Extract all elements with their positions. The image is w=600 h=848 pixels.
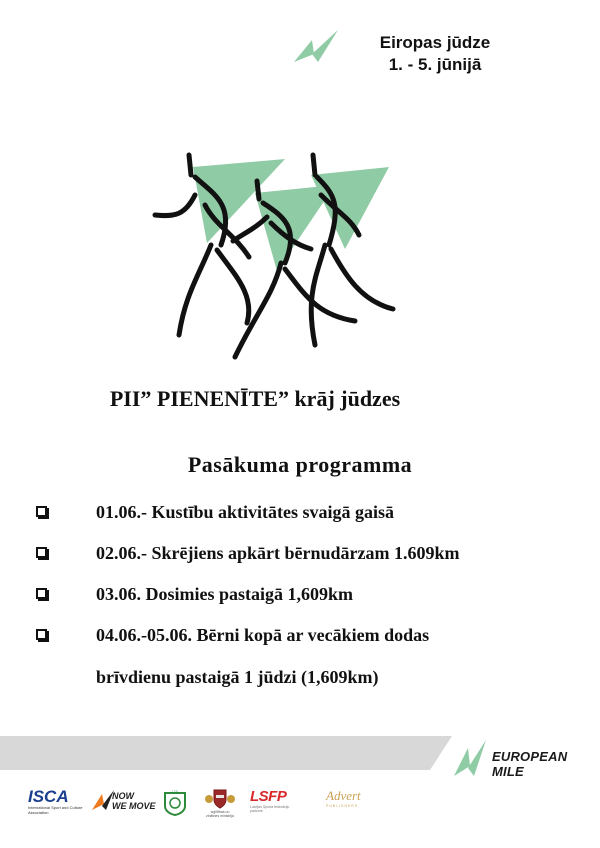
- coat-of-arms-icon: [204, 788, 236, 810]
- program-item-text: 01.06.- Kustību aktivitātes svaigā gaisā: [96, 502, 395, 522]
- isca-logo: ISCA International Sport and Culture Association: [28, 787, 83, 815]
- now-we-move-mark-icon: [92, 790, 114, 812]
- checkbox-icon: [36, 629, 47, 640]
- advert-logo: Advert PUBLISHERS: [326, 788, 361, 808]
- checkbox-icon: [36, 547, 47, 558]
- runners-illustration: [145, 145, 405, 370]
- european-mile-brand: EUROPEAN MILE: [492, 749, 568, 779]
- now-we-move-logo: NOW WE MOVE: [92, 788, 156, 816]
- program-item-text: 04.06.-05.06. Bērni kopā ar vecākiem dodas: [96, 625, 430, 645]
- checkbox-icon: [36, 588, 47, 599]
- lsfp-logo: LSFP Latvijas Sporta federāciju padome: [250, 788, 290, 813]
- event-name: Eiropas jūdze: [379, 33, 491, 52]
- event-dates: 1. - 5. jūnijā: [388, 55, 482, 74]
- svg-text:LZS: LZS: [172, 790, 178, 794]
- program-title: Pasākuma programma: [187, 452, 413, 477]
- checkbox-icon: [36, 506, 47, 517]
- kindergarten-subtitle: PII” PIENENĪTE” krāj jūdzes: [109, 386, 401, 411]
- ministry-crest-logo: Izglītības un zinātnes ministrija: [204, 788, 236, 818]
- lzs-shield-icon: [164, 790, 186, 816]
- european-mile-logo-icon: [452, 738, 488, 778]
- program-item-text: 02.06.- Skrējiens apkārt bērnudārzam 1.609km: [96, 543, 460, 563]
- program-item-text-continued: brīvdienu pastaigā 1 jūdzi (1,609km): [96, 667, 379, 687]
- program-item-text: 03.06. Dosimies pastaigā 1,609km: [96, 584, 354, 604]
- event-title: [330, 32, 540, 76]
- lzs-logo: [164, 790, 186, 816]
